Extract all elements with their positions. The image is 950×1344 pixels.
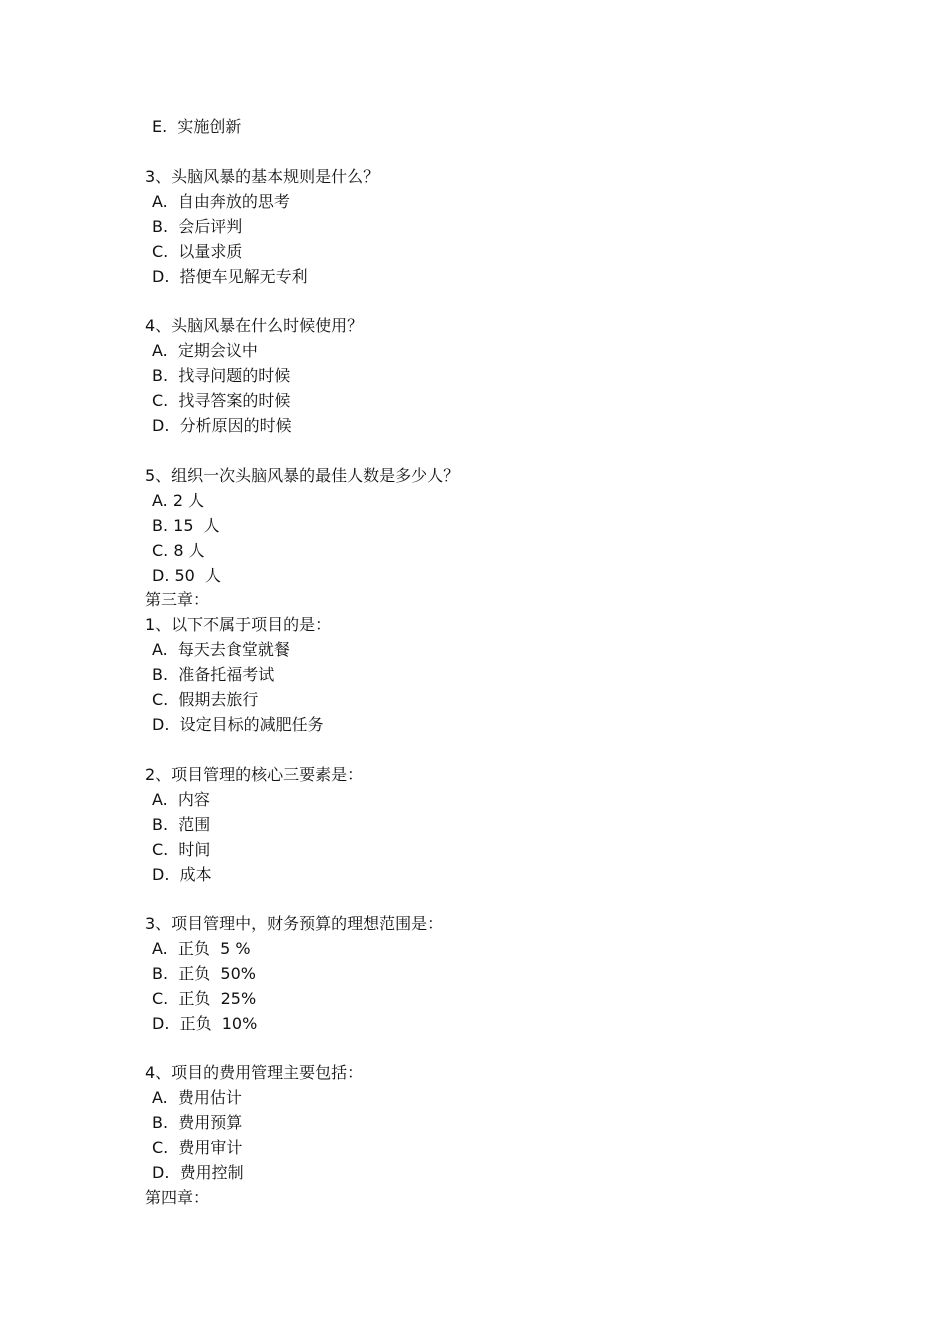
option-text: B. 费用预算 bbox=[152, 1113, 243, 1132]
option-text: D. 费用控制 bbox=[152, 1163, 244, 1182]
question-text: 3、项目管理中，财务预算的理想范围是： bbox=[145, 914, 444, 933]
option-text: C. 正负 25% bbox=[152, 989, 257, 1008]
option-text: B. 准备托福考试 bbox=[152, 665, 275, 684]
option-text: B. 会后评判 bbox=[152, 217, 243, 236]
question-text: 1、以下不属于项目的是： bbox=[145, 615, 332, 634]
option-text: A. 正负 5 % bbox=[152, 939, 251, 958]
chapter-heading: 第三章： bbox=[145, 590, 210, 609]
option-text: A. 自由奔放的思考 bbox=[152, 192, 290, 211]
option-text: C. 8 人 bbox=[152, 541, 205, 560]
option-text: B. 找寻问题的时候 bbox=[152, 366, 291, 385]
option-text: C. 假期去旅行 bbox=[152, 690, 259, 709]
question-text: 3、头脑风暴的基本规则是什么？ bbox=[145, 167, 380, 186]
question-text: 2、项目管理的核心三要素是： bbox=[145, 765, 364, 784]
option-text: D. 50 人 bbox=[152, 566, 222, 585]
option-text: D. 搭便车见解无专利 bbox=[152, 267, 308, 286]
option-text: B. 正负 50% bbox=[152, 964, 256, 983]
option-text: A. 2 人 bbox=[152, 491, 205, 510]
option-text: D. 成本 bbox=[152, 865, 212, 884]
option-text: D. 分析原因的时候 bbox=[152, 416, 292, 435]
option-text: D. 设定目标的减肥任务 bbox=[152, 715, 324, 734]
option-text: C. 时间 bbox=[152, 840, 211, 859]
option-text: A. 费用估计 bbox=[152, 1088, 242, 1107]
question-text: 4、项目的费用管理主要包括： bbox=[145, 1063, 364, 1082]
option-text: C. 找寻答案的时候 bbox=[152, 391, 291, 410]
option-text: B. 15 人 bbox=[152, 516, 220, 535]
option-text: A. 内容 bbox=[152, 790, 210, 809]
option-text: C. 以量求质 bbox=[152, 242, 243, 261]
option-text: C. 费用审计 bbox=[152, 1138, 243, 1157]
option-text: A. 定期会议中 bbox=[152, 341, 258, 360]
option-text: E. 实施创新 bbox=[152, 117, 242, 136]
question-text: 5、组织一次头脑风暴的最佳人数是多少人？ bbox=[145, 466, 460, 485]
chapter-heading: 第四章： bbox=[145, 1188, 210, 1207]
option-text: B. 范围 bbox=[152, 815, 211, 834]
question-text: 4、头脑风暴在什么时候使用？ bbox=[145, 316, 364, 335]
option-text: D. 正负 10% bbox=[152, 1014, 258, 1033]
option-text: A. 每天去食堂就餐 bbox=[152, 640, 290, 659]
